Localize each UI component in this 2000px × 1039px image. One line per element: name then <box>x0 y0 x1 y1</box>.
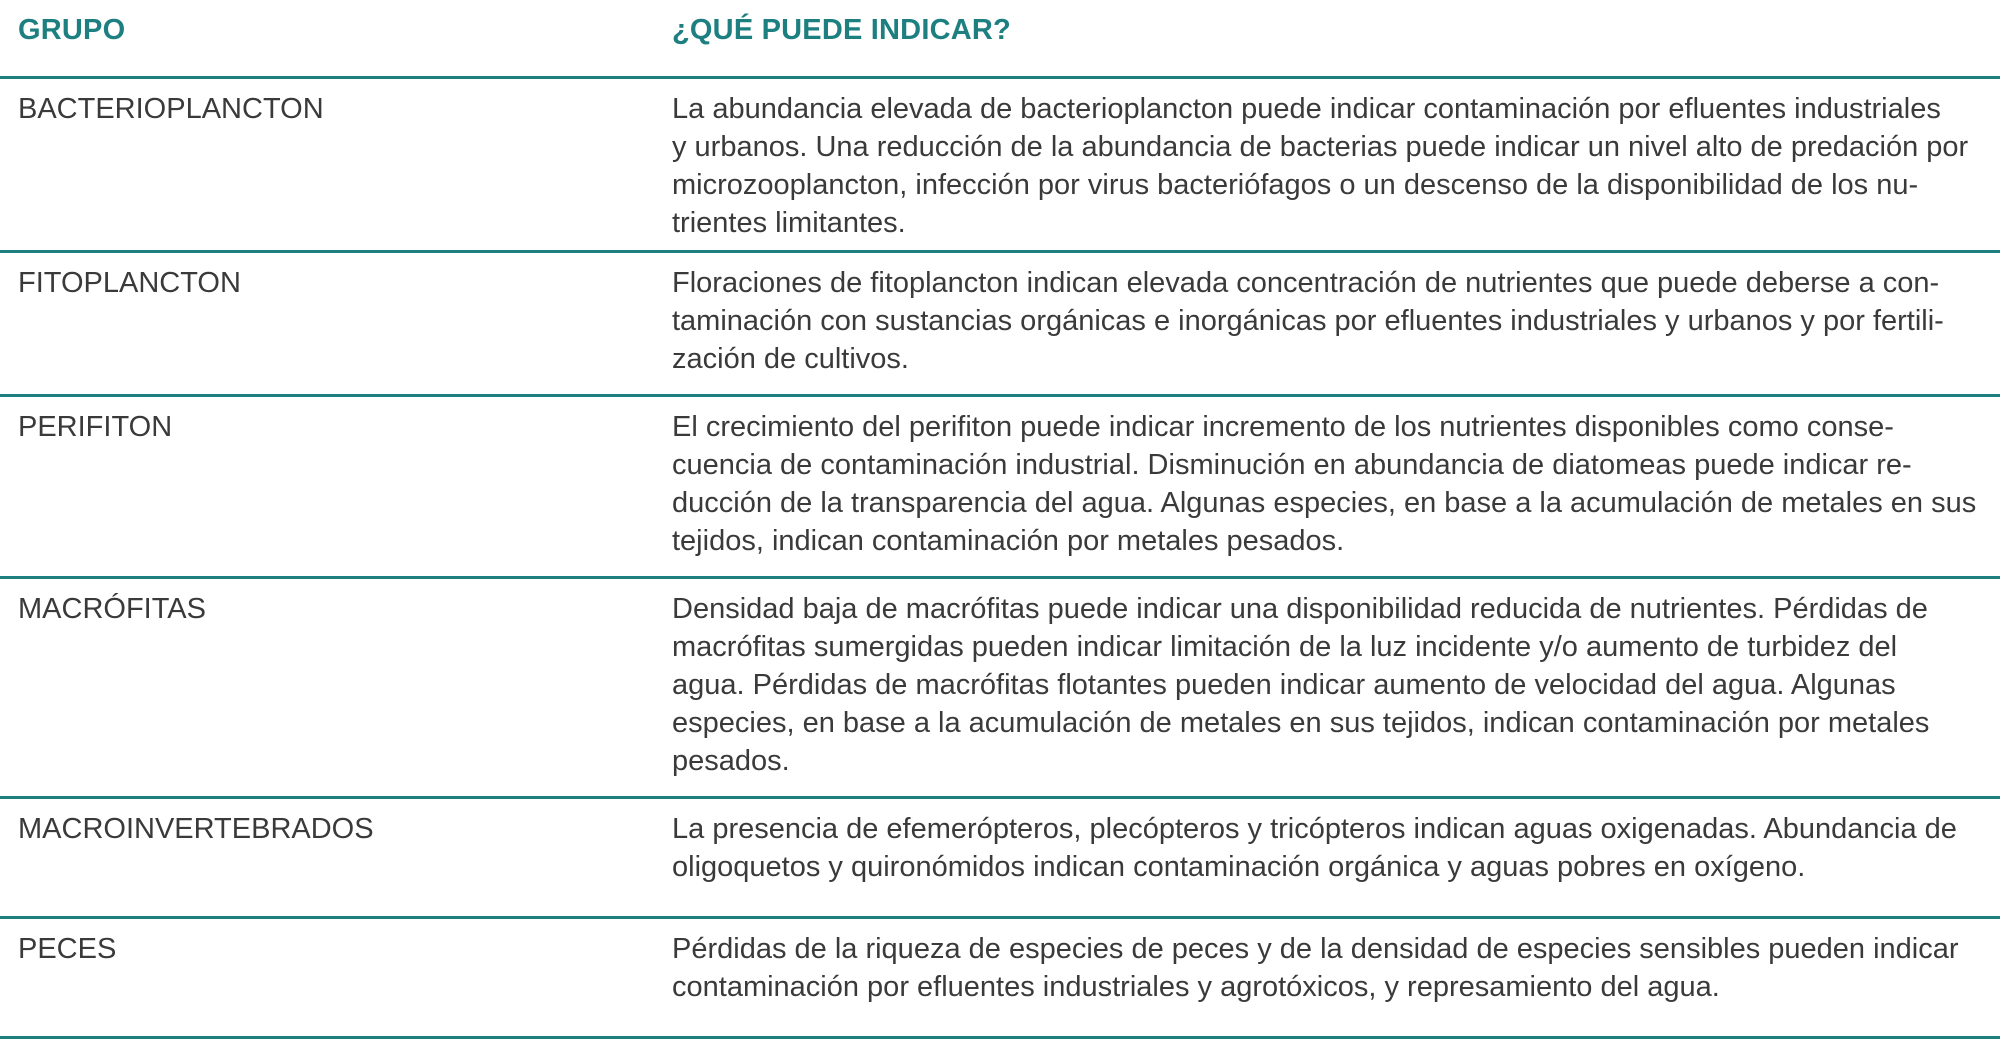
desc-line: El crecimiento del perifiton puede indicar incremento de los nutrientes disponibles como conse- <box>672 411 1894 443</box>
desc-line: contaminación por efluentes industriales y agrotóxicos, y represamiento del agua. <box>672 971 1720 1003</box>
desc-line: pesados. <box>672 745 790 777</box>
desc-line: ducción de la transparencia del agua. Algunas especies, en base a la acumulación de metales en sus <box>672 487 1977 519</box>
table-header <box>0 0 2000 79</box>
desc-line: taminación con sustancias orgánicas e inorgánicas por efluentes industriales y urbanos y por fertili- <box>672 305 1944 337</box>
row-group: PERIFITON <box>18 411 173 443</box>
table-row-peces <box>0 919 2000 1039</box>
row-group: PECES <box>18 933 117 965</box>
desc-line: Densidad baja de macrófitas puede indicar una disponibilidad reducida de nutrientes. Pérdidas de <box>672 593 1928 625</box>
table-row-fitoplancton <box>0 253 2000 397</box>
row-group: FITOPLANCTON <box>18 267 241 299</box>
row-description <box>672 590 1990 780</box>
table-row-macroinvertebrados <box>0 799 2000 919</box>
desc-line: Floraciones de fitoplancton indican elevada concentración de nutrientes que puede deberse a con- <box>672 267 1940 299</box>
header-description: ¿QUÉ PUEDE INDICAR? <box>672 14 1011 46</box>
table-row-bacterioplancton <box>0 79 2000 253</box>
desc-line: trientes limitantes. <box>672 207 906 239</box>
desc-line: Pérdidas de la riqueza de especies de peces y de la densidad de especies sensibles pueden indicar <box>672 933 1959 965</box>
row-group: BACTERIOPLANCTON <box>18 93 324 125</box>
row-group: MACROINVERTEBRADOS <box>18 813 374 845</box>
desc-line: tejidos, indican contaminación por metales pesados. <box>672 525 1345 557</box>
desc-line: oligoquetos y quironómidos indican contaminación orgánica y aguas pobres en oxígeno. <box>672 851 1806 883</box>
header-group: GRUPO <box>18 14 126 46</box>
desc-line: La presencia de efemerópteros, plecópteros y tricópteros indican aguas oxigenadas. Abundancia de <box>672 813 1957 845</box>
desc-line: zación de cultivos. <box>672 343 909 375</box>
desc-line: cuencia de contaminación industrial. Disminución en abundancia de diatomeas puede indicar re- <box>672 449 1912 481</box>
desc-line: y urbanos. Una reducción de la abundancia de bacterias puede indicar un nivel alto de predación por <box>672 131 1969 163</box>
desc-line: microzooplancton, infección por virus bacteriófagos o un descenso de la disponibilidad de los nu- <box>672 169 1919 201</box>
desc-line: La abundancia elevada de bacterioplancton puede indicar contaminación por efluentes industriales <box>672 93 1941 125</box>
desc-line: agua. Pérdidas de macrófitas flotantes pueden indicar aumento de velocidad del agua. Algunas <box>672 669 1896 701</box>
table-row-perifiton <box>0 397 2000 579</box>
row-group: MACRÓFITAS <box>18 593 206 625</box>
row-description <box>672 810 1990 886</box>
row-description <box>672 408 1990 560</box>
row-description <box>672 264 1990 378</box>
row-description <box>672 930 1990 1006</box>
table-row-macrofitas <box>0 579 2000 799</box>
desc-line: macrófitas sumergidas pueden indicar limitación de la luz incidente y/o aumento de turbidez del <box>672 631 1898 663</box>
desc-line: especies, en base a la acumulación de metales en sus tejidos, indican contaminación por metales <box>672 707 1930 739</box>
row-description <box>672 90 1990 242</box>
